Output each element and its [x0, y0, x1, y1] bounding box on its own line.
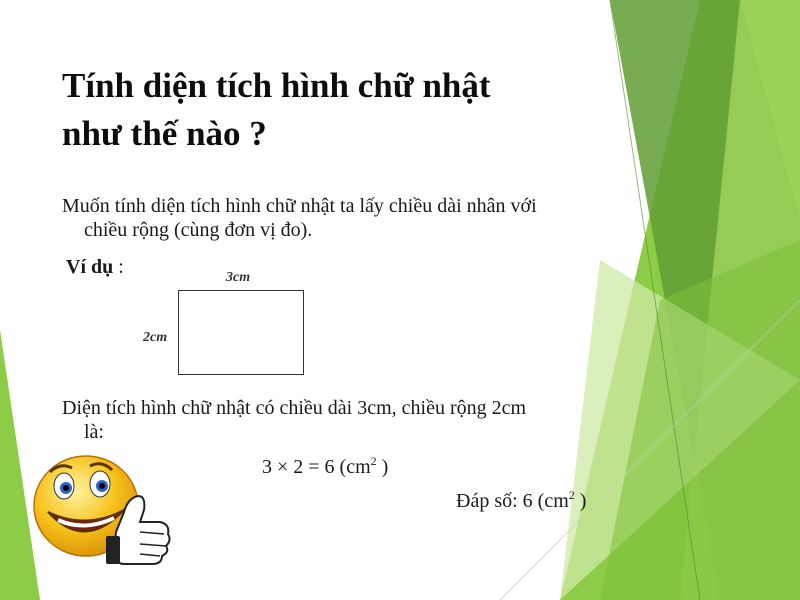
example-rectangle	[178, 290, 304, 375]
rule-line-1: Muốn tính diện tích hình chữ nhật ta lấy chiều dài nhân với	[62, 195, 537, 217]
rectangle-width-label: 3cm	[226, 270, 251, 285]
answer-exponent: 2	[568, 488, 575, 502]
calculation	[262, 454, 388, 479]
slide-title-line-2: như thế nào ?	[62, 114, 267, 153]
area-line-2: là:	[84, 421, 104, 443]
example-heading	[66, 256, 124, 279]
calculation-exponent: 2	[370, 454, 377, 468]
answer	[456, 488, 586, 513]
calculation-expression: 3 × 2 = 6 (cm	[262, 456, 371, 478]
example-colon: :	[113, 256, 124, 278]
answer-text: Đáp số: 6 (cm	[456, 490, 569, 512]
area-line-1: Diện tích hình chữ nhật có chiều dài 3cm, chiều rộng 2cm	[62, 397, 527, 419]
rule-paragraph	[62, 194, 537, 242]
rectangle-height-label: 2cm	[143, 330, 168, 345]
example-label: Ví dụ	[66, 256, 114, 278]
slide-title-line-1: Tính diện tích hình chữ nhật	[62, 66, 491, 105]
area-paragraph	[62, 396, 526, 444]
rule-line-2: chiều rộng (cùng đơn vị đo).	[84, 219, 313, 241]
answer-close: )	[574, 490, 587, 512]
calculation-close: )	[376, 456, 389, 478]
slide-title	[62, 62, 602, 158]
thumbs-up-smiley-icon	[28, 440, 178, 565]
